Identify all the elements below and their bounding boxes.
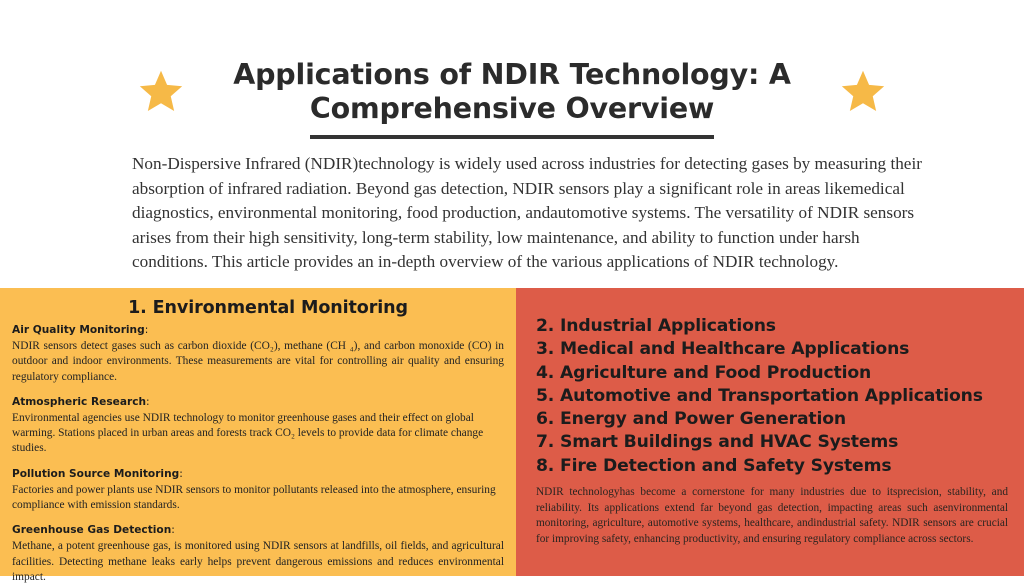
subsection-title-colon: : <box>179 467 183 480</box>
star-icon <box>840 68 886 114</box>
subsection-title-colon: : <box>146 395 150 408</box>
star-icon <box>138 68 184 114</box>
list-item: 2. Industrial Applications <box>536 316 776 336</box>
title-row <box>0 58 1024 139</box>
subsection-title-colon: : <box>144 324 149 336</box>
right-panel-applications-list <box>516 288 1024 576</box>
subsection-title <box>12 324 504 338</box>
title-underline-rule <box>310 135 714 139</box>
subsection-body: NDIR sensors detect gases such as carbon dioxide (CO₂), methane (CH ₄), and carbon monoxide (CO) in outdoor and indoor environments. These measurements are vital for controlling air quality and ensuring regulatory compliance. <box>12 339 504 383</box>
subsection-body: Environmental agencies use NDIR technology to monitor greenhouse gases and their effect on global warming. Stations placed in urban areas and forests track CO₂ levels to provide data for climate change studies. <box>12 411 484 455</box>
left-panel-environmental-monitoring <box>0 288 516 583</box>
subsection-title-colon: : <box>171 524 175 537</box>
subsection-title <box>12 524 504 538</box>
closing-paragraph: NDIR technologyhas become a cornerstone for many industries due to itsprecision, stability, and reliability. Its applications extend far beyond gas detection, impacting areas such asenvironmental monitoring, agriculture, automotive systems, healthcare, andindustrial safety. NDIR sensors are crucial for improving safety, enhancing productivity, and ensuring regulatory compliance across sectors. <box>536 486 1008 545</box>
subsection-body: Factories and power plants use NDIR sensors to monitor pollutants released into the atmosphere, ensuring compliance with emission standards. <box>12 483 496 512</box>
subsection-title <box>12 396 504 410</box>
left-panel-body <box>12 324 504 585</box>
page-title: Applications of NDIR Technology: A Comprehensive Overview <box>233 58 791 125</box>
title-block <box>192 58 832 139</box>
subsection-atmospheric-research <box>12 396 504 457</box>
list-item: 6. Energy and Power Generation <box>536 409 846 430</box>
list-item: 7. Smart Buildings and HVAC Systems <box>536 432 899 453</box>
subsection-title-text: Air Quality Monitoring <box>12 324 145 336</box>
list-item: 3. Medical and Healthcare Applications <box>536 339 910 360</box>
left-panel-heading: 1. Environmental Monitoring <box>128 298 408 318</box>
intro-paragraph: Non-Dispersive Infrared (NDIR)technology is widely used across industries for detecting gases by measuring their absorption of infrared radiation. Beyond gas detection, NDIR sensors play a significant role in areas likemedical diagnostics, environmental monitoring, food production, andautomotive systems. The versatility of NDIR sensors arises from their high sensitivity, long-term stability, low maintenance, and ability to function under harsh conditions. This article provides an in-depth overview of the various applications of NDIR technology. <box>132 154 922 272</box>
subsection-title-text: Greenhouse Gas Detection <box>12 524 172 537</box>
subsection-air-quality-monitoring <box>12 324 504 385</box>
subsection-pollution-source-monitoring <box>12 468 504 514</box>
subsection-body: Methane, a potent greenhouse gas, is monitored using NDIR sensors at landfills, oil fields, and agricultural facilities. Detecting methane leaks early helps prevent dangerous emissions and reduces environmental impact. <box>12 540 504 583</box>
panels-container <box>0 288 1024 583</box>
list-item: 5. Automotive and Transportation Applications <box>536 385 983 406</box>
list-item: 8. Fire Detection and Safety Systems <box>536 455 892 476</box>
applications-list <box>536 315 1014 478</box>
subsection-title-text: Atmospheric Research <box>12 395 147 408</box>
subsection-title <box>12 468 504 482</box>
list-item: 4. Agriculture and Food Production <box>536 362 872 383</box>
subsection-title-text: Pollution Source Monitoring <box>12 467 180 480</box>
header-section <box>0 0 1024 288</box>
